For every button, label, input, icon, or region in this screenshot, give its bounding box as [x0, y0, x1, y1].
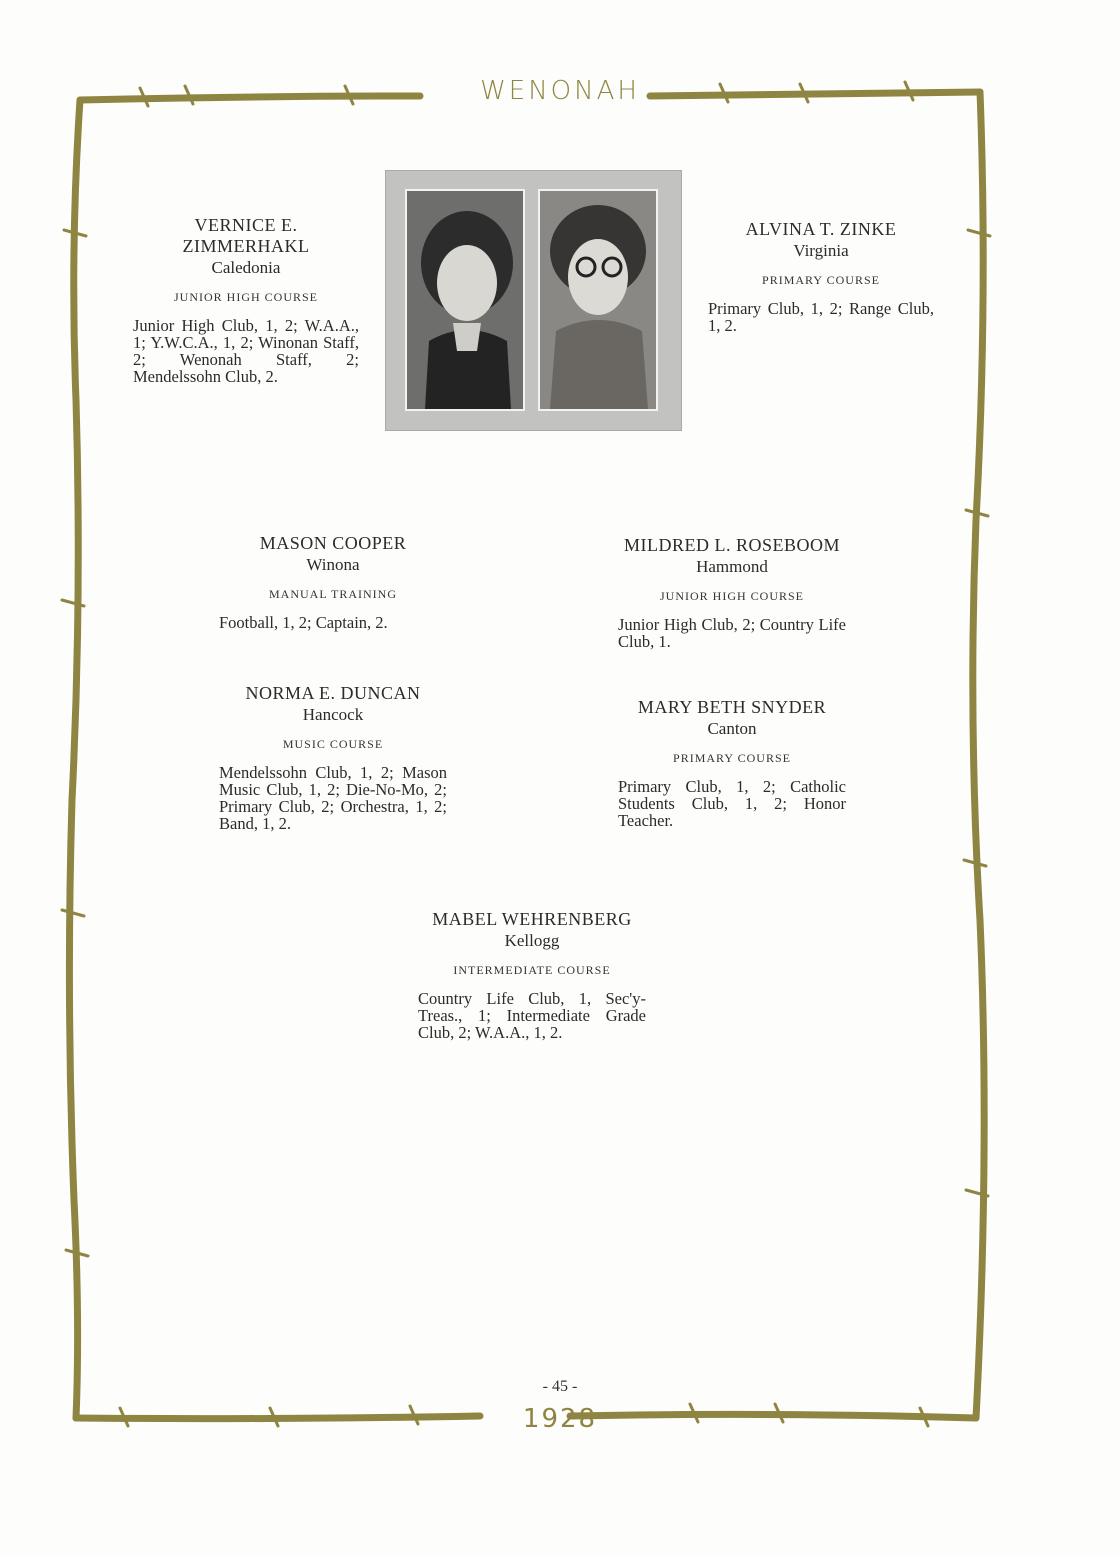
student-name: NORMA E. DUNCAN — [245, 683, 421, 703]
student-entry — [219, 683, 447, 832]
student-town: Hancock — [302, 705, 364, 724]
student-name: MABEL WEHRENBERG — [432, 909, 632, 929]
student-course: PRIMARY COURSE — [762, 273, 880, 287]
student-activities: Country Life Club, 1, Sec'y-Treas., 1; Intermediate Grade Club, 2; W.A.A., 1, 2. — [418, 989, 646, 1042]
student-name: ALVINA T. ZINKE — [745, 219, 897, 239]
student-town: Canton — [707, 719, 757, 738]
yearbook-title: WENONAH — [480, 76, 640, 106]
student-course: JUNIOR HIGH COURSE — [173, 290, 318, 304]
student-activities: Primary Club, 1, 2; Range Club, 1, 2. — [708, 299, 934, 335]
student-name: MASON COOPER — [259, 533, 407, 553]
student-course: MANUAL TRAINING — [269, 587, 397, 601]
portrait-photo-glasses-icon — [540, 191, 656, 409]
student-name: MILDRED L. ROSEBOOM — [623, 535, 840, 555]
portrait-photo-panel — [385, 170, 682, 431]
student-activities: Football, 1, 2; Captain, 2. — [219, 613, 388, 632]
portrait-photo-left — [405, 189, 525, 411]
student-course: JUNIOR HIGH COURSE — [659, 589, 804, 603]
student-entry — [219, 533, 447, 631]
student-town: Kellogg — [504, 931, 560, 950]
student-town: Virginia — [793, 241, 849, 260]
portrait-photo-icon — [407, 191, 523, 409]
student-activities: Junior High Club, 1, 2; W.A.A., 1; Y.W.C.A., 1, 2; Winonan Staff, 2; Wenonah Staff, 2; Mendelssohn Club, 2. — [133, 316, 359, 386]
yearbook-year: 1928 — [522, 1404, 598, 1434]
student-town: Winona — [306, 555, 360, 574]
student-town: Hammond — [696, 557, 768, 576]
student-course: INTERMEDIATE COURSE — [453, 963, 611, 977]
student-entry — [618, 697, 846, 829]
student-entry — [708, 219, 934, 334]
student-course: PRIMARY COURSE — [673, 751, 791, 765]
student-town: Caledonia — [211, 258, 281, 277]
student-activities: Primary Club, 1, 2; Catholic Students Club, 1, 2; Honor Teacher. — [618, 777, 846, 830]
student-entry — [618, 535, 846, 650]
portrait-photo-right — [538, 189, 658, 411]
student-activities: Mendelssohn Club, 1, 2; Mason Music Club, 1, 2; Die-No-Mo, 2; Primary Club, 2; Orchestra, 1, 2; Band, 1, 2. — [219, 763, 447, 833]
student-course: MUSIC COURSE — [282, 737, 384, 751]
student-name: MARY BETH SNYDER — [637, 697, 827, 717]
student-entry — [133, 215, 359, 385]
page-number: - 45 - — [542, 1378, 578, 1395]
student-name: VERNICE E. ZIMMERHAKL — [182, 215, 310, 256]
student-activities: Junior High Club, 2; Country Life Club, 1. — [618, 615, 846, 651]
student-entry — [418, 909, 646, 1041]
